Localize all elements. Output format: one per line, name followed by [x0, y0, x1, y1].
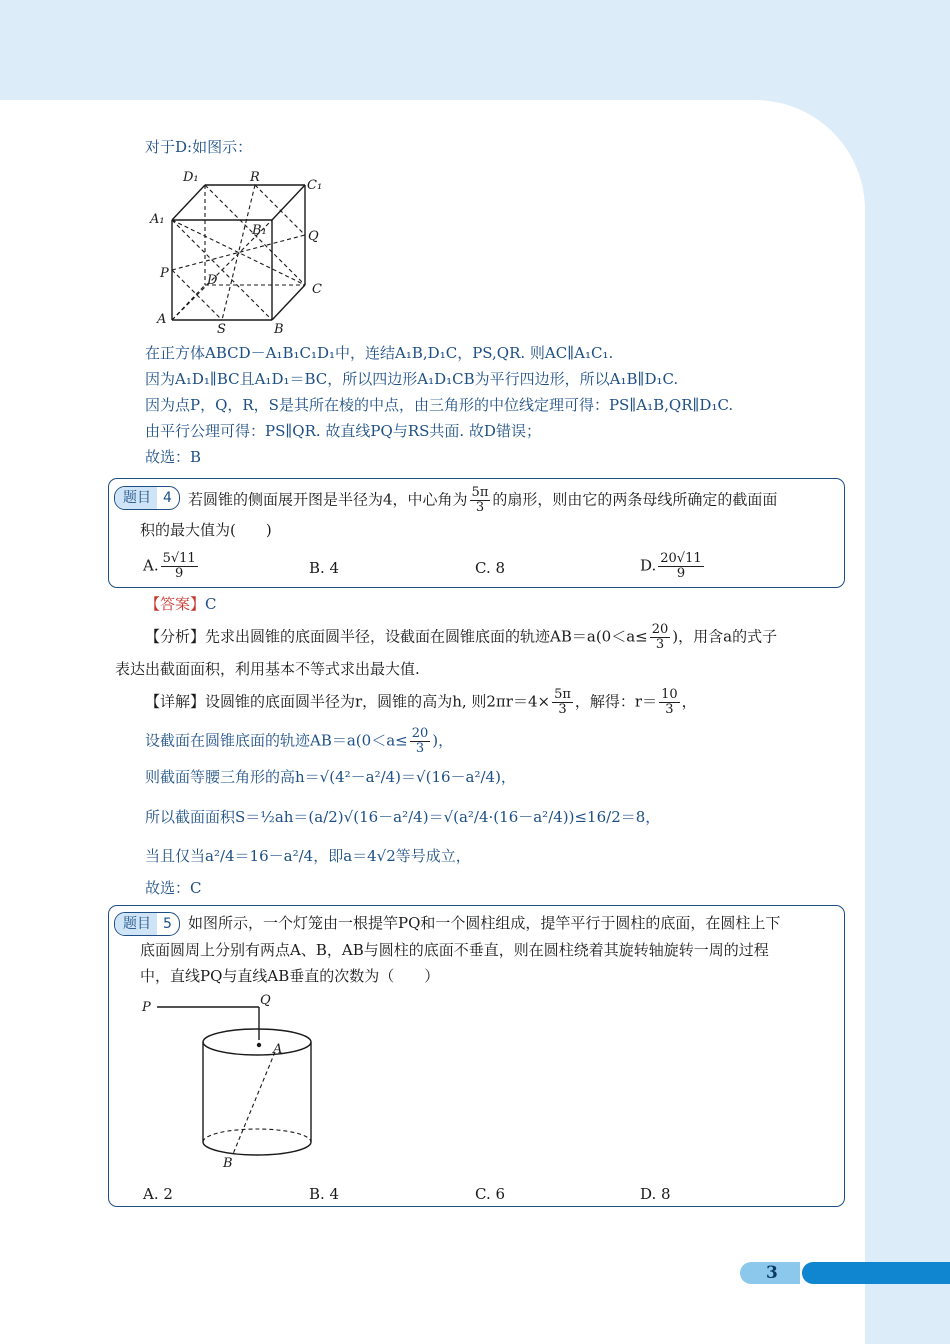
fraction	[470, 486, 491, 515]
option-b[interactable]: B. 4	[309, 559, 340, 577]
question-5-stem-line2: 底面圆周上分别有两点A、B，AB与圆柱的底面不垂直，则在圆柱绕着其旋转轴旋转一周的过程	[140, 941, 769, 959]
label-R: R	[250, 170, 260, 185]
page-number: 3	[766, 1263, 778, 1283]
label-B1: B₁	[252, 223, 267, 238]
denominator: 3	[415, 741, 425, 756]
numerator: 5π	[554, 687, 571, 702]
detail-tag: 【详解】	[145, 692, 206, 711]
question-4-stem-line2: 积的最大值为( )	[140, 521, 272, 539]
label-S: S	[217, 322, 226, 337]
answer-tag: 【答案】	[145, 595, 206, 613]
detail-line1	[145, 688, 697, 717]
detail-text: 设截面在圆锥底面的轨迹AB＝a(0＜a≤	[145, 731, 408, 750]
numerator: 5π	[471, 485, 489, 500]
detail-text: ，	[681, 692, 697, 711]
option-a[interactable]	[143, 552, 200, 581]
option-b[interactable]: B. 4	[309, 1185, 340, 1203]
denominator: 9	[676, 566, 686, 581]
label-C1: C₁	[307, 178, 323, 193]
answer-value: C	[205, 595, 217, 613]
question-5-stem-line1: 如图所示，一个灯笼由一根提竿PQ和一个圆柱组成，提竿平行于圆柱的底面，在圆柱上下	[188, 914, 781, 932]
lantern-figure	[135, 990, 335, 1175]
answer-line	[145, 594, 217, 614]
option-c[interactable]: C. 8	[475, 559, 506, 577]
denominator: 3	[665, 702, 674, 717]
fraction	[161, 552, 198, 581]
label-A1: A₁	[150, 212, 165, 227]
detail-line6: 故选：C	[145, 879, 202, 897]
fraction	[659, 688, 680, 717]
analysis-line2: 表达出截面面积，利用基本不等式求出最大值.	[115, 660, 420, 678]
numerator: 10	[661, 687, 678, 702]
stem-text: 的扇形，则由它的两条母线所确定的截面面	[492, 490, 778, 509]
question-tag-label: 题目	[115, 913, 157, 935]
label-C: C	[312, 282, 322, 297]
analysis-tag: 【分析】	[145, 627, 206, 646]
label-A: A	[157, 312, 167, 327]
fraction	[658, 552, 703, 581]
section-d-line1: 在正方体ABCD－A₁B₁C₁D₁中，连结A₁B,D₁C，PS,QR. 则AC∥A₁C₁.	[145, 344, 614, 362]
fraction	[552, 688, 573, 717]
question-4-tag	[114, 486, 180, 510]
numerator: 20√11	[660, 551, 702, 566]
label-P: P	[142, 1000, 151, 1015]
denominator: 3	[558, 702, 567, 717]
detail-text: 设圆锥的底面圆半径为r，圆锥的高为h, 则2πr＝4×	[205, 692, 551, 711]
question-number: 5	[163, 916, 172, 932]
detail-line2	[145, 727, 453, 756]
option-label: D.	[640, 556, 657, 575]
label-D1: D₁	[183, 170, 199, 185]
section-d-line3: 因为点P，Q，R，S是其所在棱的中点，由三角形的中位线定理可得：PS∥A₁B,QR∥D₁C.	[145, 396, 734, 414]
numerator: 20	[411, 726, 429, 741]
analysis-text: 先求出圆锥的底面圆半径，设截面在圆锥底面的轨迹AB＝a(0＜a≤	[205, 627, 648, 646]
section-d-line4: 由平行公理可得：PS∥QR. 故直线PQ与RS共面. 故D错误；	[145, 422, 541, 440]
section-d-intro: 对于D:如图示：	[145, 138, 253, 156]
section-d-line2: 因为A₁D₁∥BC且A₁D₁＝BC，所以四边形A₁D₁CB为平行四边形，所以A₁B∥D₁C.	[145, 370, 679, 388]
fraction	[650, 623, 671, 652]
analysis-text: )，用含a的式子	[672, 627, 778, 646]
option-c[interactable]: C. 6	[475, 1185, 506, 1203]
stem-text: 若圆锥的侧面展开图是半径为4，中心角为	[188, 490, 468, 509]
option-label: A.	[143, 556, 159, 575]
question-5-stem-line3: 中，直线PQ与直线AB垂直的次数为（ ）	[140, 967, 440, 985]
label-Q: Q	[308, 229, 319, 244]
detail-line5: 当且仅当a²/4＝16－a²/4，即a＝4√2等号成立，	[145, 847, 471, 865]
label-D: D	[207, 273, 218, 288]
page-tab-dark	[802, 1262, 950, 1284]
question-4-stem-line1	[188, 486, 777, 515]
detail-line4: 所以截面面积S＝½ah＝(a/2)√(16－a²/4)＝√(a²/4·(16－a²/4))≤16/2＝8，	[145, 808, 661, 826]
label-B: B	[274, 322, 284, 337]
numerator: 20	[651, 622, 669, 637]
label-P: P	[160, 266, 169, 281]
cube-figure	[140, 165, 340, 340]
section-d-line5: 故选：B	[145, 448, 202, 466]
detail-line3: 则截面等腰三角形的高h＝√(4²－a²/4)＝√(16－a²/4)，	[145, 768, 516, 786]
detail-text: )，	[432, 731, 454, 750]
question-5-tag	[114, 912, 180, 936]
denominator: 3	[475, 500, 485, 515]
label-Q: Q	[260, 993, 271, 1008]
detail-text: ，解得：r＝	[574, 692, 658, 711]
fraction	[410, 727, 431, 756]
question-tag-label: 题目	[115, 487, 157, 509]
page-number-tab	[740, 1262, 950, 1284]
option-d[interactable]	[640, 552, 706, 581]
denominator: 3	[655, 637, 665, 652]
option-a[interactable]: A. 2	[143, 1185, 173, 1203]
label-A: A	[273, 1042, 283, 1057]
label-B: B	[223, 1156, 233, 1171]
option-d[interactable]: D. 8	[640, 1185, 671, 1203]
analysis-line1	[145, 623, 777, 652]
question-number: 4	[163, 490, 172, 506]
denominator: 9	[175, 566, 184, 581]
numerator: 5√11	[162, 551, 196, 566]
